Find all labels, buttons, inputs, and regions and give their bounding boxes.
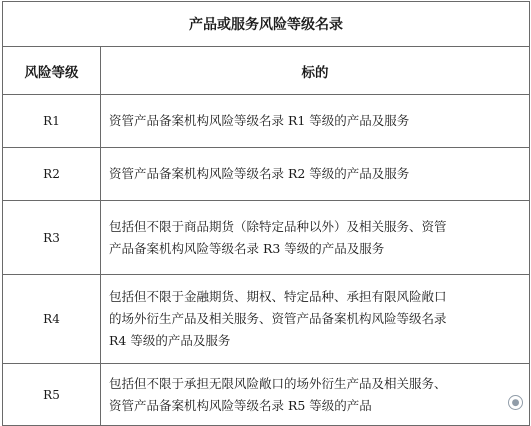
- risk-level-cell: R4: [3, 275, 101, 364]
- target-description-cell: [101, 201, 530, 275]
- target-description-cell: [101, 275, 530, 364]
- description-line: 资管产品备案机构风险等级名录 R2 等级的产品及服务: [109, 166, 410, 181]
- table-title-row: [3, 2, 530, 47]
- table-header-row: [3, 47, 530, 95]
- description-line: 产品备案机构风险等级名录 R3 等级的产品及服务: [109, 240, 385, 256]
- wechat-logo-icon: ●: [508, 395, 523, 410]
- table-row: [3, 95, 530, 148]
- description-line: R4 等级的产品及服务: [109, 333, 231, 348]
- target-description-cell: [101, 95, 530, 148]
- risk-level-cell: R3: [3, 201, 101, 275]
- risk-level-cell: R1: [3, 95, 101, 148]
- description-line: 资管产品备案机构风险等级名录 R1 等级的产品及服务: [109, 113, 410, 128]
- target-description-cell: [101, 148, 530, 201]
- table-row: [3, 275, 530, 364]
- table-title: 产品或服务风险等级名录: [3, 2, 530, 47]
- description-line: 的场外衍生产品及相关服务、资管产品备案机构风险等级名录: [109, 311, 447, 326]
- description-line: 资管产品备案机构风险等级名录 R5 等级的产品: [109, 397, 372, 413]
- risk-level-table: [2, 1, 530, 426]
- target-description-cell: [101, 364, 530, 426]
- risk-level-cell: R5: [3, 364, 101, 426]
- header-target: 标的: [101, 47, 530, 95]
- description-line: 包括但不限于承担无限风险敞口的场外衍生产品及相关服务、: [109, 375, 447, 391]
- header-risk-level: 风险等级: [3, 47, 101, 95]
- risk-level-cell: R2: [3, 148, 101, 201]
- table-row: [3, 201, 530, 275]
- table-row: [3, 364, 530, 426]
- watermark: [508, 395, 523, 410]
- description-line: 包括但不限于商品期货（除特定品种以外）及相关服务、资管: [109, 218, 447, 234]
- table-row: [3, 148, 530, 201]
- description-line: 包括但不限于金融期货、期权、特定品种、承担有限风险敞口: [109, 289, 447, 304]
